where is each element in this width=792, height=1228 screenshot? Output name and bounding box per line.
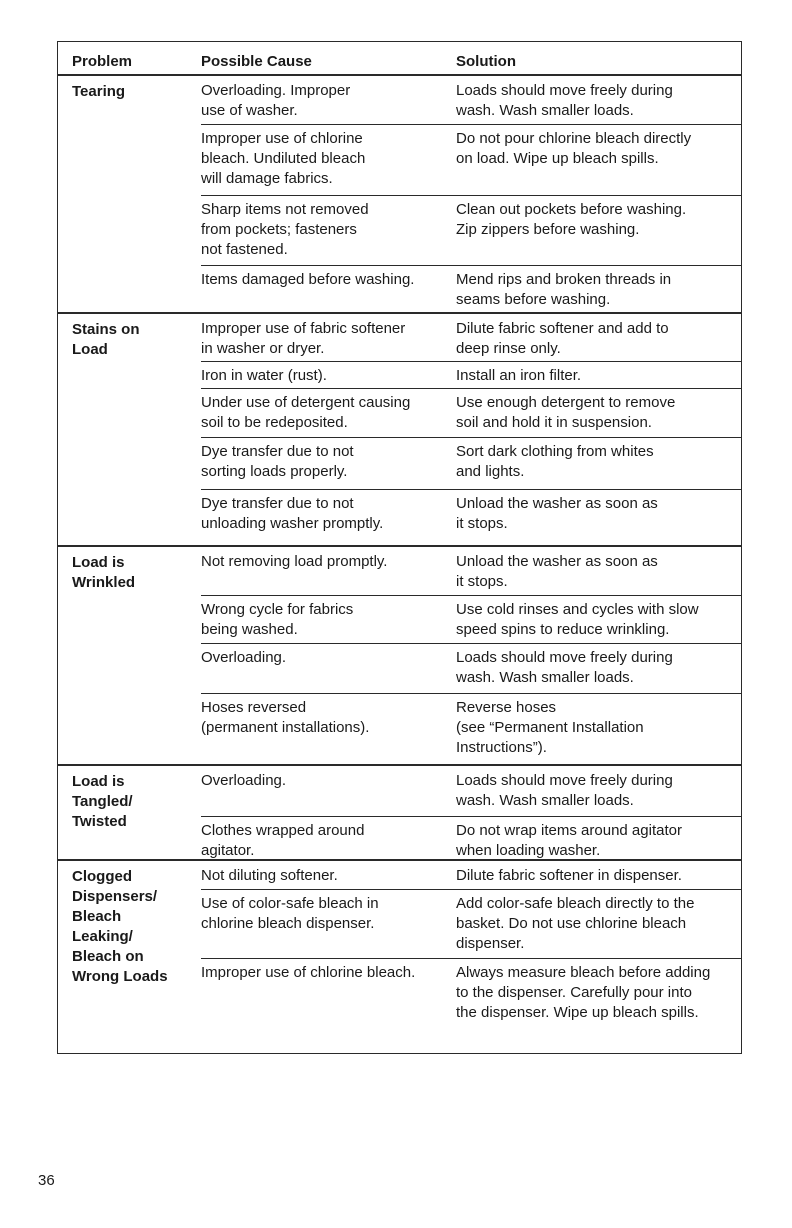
cause-cell: Wrong cycle for fabrics being washed. [201, 601, 354, 638]
row-divider [201, 437, 741, 438]
solution-cell: Loads should move freely during wash. Wash smaller loads. [456, 772, 673, 809]
solution-cell: Reverse hoses (see “Permanent Installation Instructions”). [456, 699, 644, 756]
solution-cell: Do not wrap items around agitator when loading washer. [456, 822, 682, 859]
row-divider [201, 489, 741, 490]
table-header [58, 42, 741, 76]
cause-cell: Under use of detergent causing soil to be redeposited. [201, 394, 411, 431]
row-divider [201, 595, 741, 596]
row-divider [201, 958, 741, 959]
solution-cell: Loads should move freely during wash. Wash smaller loads. [456, 649, 673, 686]
cause-cell: Improper use of fabric softener in washer or dryer. [201, 320, 406, 357]
problem-group-tearing [58, 76, 741, 312]
solution-cell: Mend rips and broken threads in seams before washing. [456, 271, 672, 308]
cause-cell: Sharp items not removed from pockets; fasteners not fastened. [201, 201, 369, 258]
problem-label: Stains on Load [72, 321, 140, 358]
cause-cell: Items damaged before washing. [201, 271, 415, 288]
problem-label: Load is Tangled/ Twisted [72, 773, 133, 830]
solution-cell: Loads should move freely during wash. Wash smaller loads. [456, 82, 673, 119]
cause-cell: Use of color-safe bleach in chlorine bleach dispenser. [201, 895, 379, 932]
problem-label: Tearing [72, 83, 126, 100]
problem-group-clogged-dispensers [58, 861, 741, 1053]
solution-cell: Sort dark clothing from whites and lights. [456, 443, 654, 480]
row-divider [201, 693, 741, 694]
cause-cell: Improper use of chlorine bleach. Undiluted bleach will damage fabrics. [201, 130, 366, 187]
solution-cell: Dilute fabric softener and add to deep rinse only. [456, 320, 669, 357]
problem-group-stains-on-load [58, 314, 741, 545]
row-divider [201, 643, 741, 644]
cause-cell: Overloading. [201, 772, 287, 789]
cause-cell: Clothes wrapped around agitator. [201, 822, 365, 859]
solution-cell: Install an iron filter. [456, 367, 582, 384]
row-divider [201, 361, 741, 362]
cause-cell: Dye transfer due to not unloading washer promptly. [201, 495, 384, 532]
row-divider [201, 889, 741, 890]
solution-cell: Unload the washer as soon as it stops. [456, 553, 658, 590]
header-possible-cause: Possible Cause [201, 53, 312, 70]
solution-cell: Unload the washer as soon as it stops. [456, 495, 658, 532]
solution-cell: Always measure bleach before adding to the dispenser. Carefully pour into the dispenser. Wipe up bleach spills. [456, 964, 711, 1021]
solution-cell: Use enough detergent to remove soil and hold it in suspension. [456, 394, 676, 431]
row-divider [201, 265, 741, 266]
header-problem: Problem [72, 53, 133, 70]
problem-label: Clogged Dispensers/ Bleach Leaking/ Bleach on Wrong Loads [72, 868, 168, 985]
cause-cell: Dye transfer due to not sorting loads properly. [201, 443, 354, 480]
row-divider [201, 124, 741, 125]
header-solution: Solution [456, 53, 516, 70]
row-divider [201, 388, 741, 389]
cause-cell: Iron in water (rust). [201, 367, 327, 384]
cause-cell: Improper use of chlorine bleach. [201, 964, 416, 981]
cause-cell: Not removing load promptly. [201, 553, 388, 570]
row-divider [201, 195, 741, 196]
cause-cell: Hoses reversed (permanent installations). [201, 699, 370, 736]
problem-group-load-tangled [58, 766, 741, 859]
solution-cell: Use cold rinses and cycles with slow speed spins to reduce wrinkling. [456, 601, 699, 638]
cause-cell: Not diluting softener. [201, 867, 338, 884]
row-divider [201, 816, 741, 817]
cause-cell: Overloading. [201, 649, 287, 666]
solution-cell: Dilute fabric softener in dispenser. [456, 867, 682, 884]
problem-label: Load is Wrinkled [72, 554, 136, 591]
solution-cell: Clean out pockets before washing. Zip zippers before washing. [456, 201, 687, 238]
troubleshooting-table [57, 41, 742, 1054]
problem-group-load-wrinkled [58, 547, 741, 764]
solution-cell: Add color-safe bleach directly to the basket. Do not use chlorine bleach dispenser. [456, 895, 695, 952]
page-number: 36 [38, 1172, 55, 1189]
cause-cell: Overloading. Improper use of washer. [201, 82, 351, 119]
solution-cell: Do not pour chlorine bleach directly on load. Wipe up bleach spills. [456, 130, 692, 167]
